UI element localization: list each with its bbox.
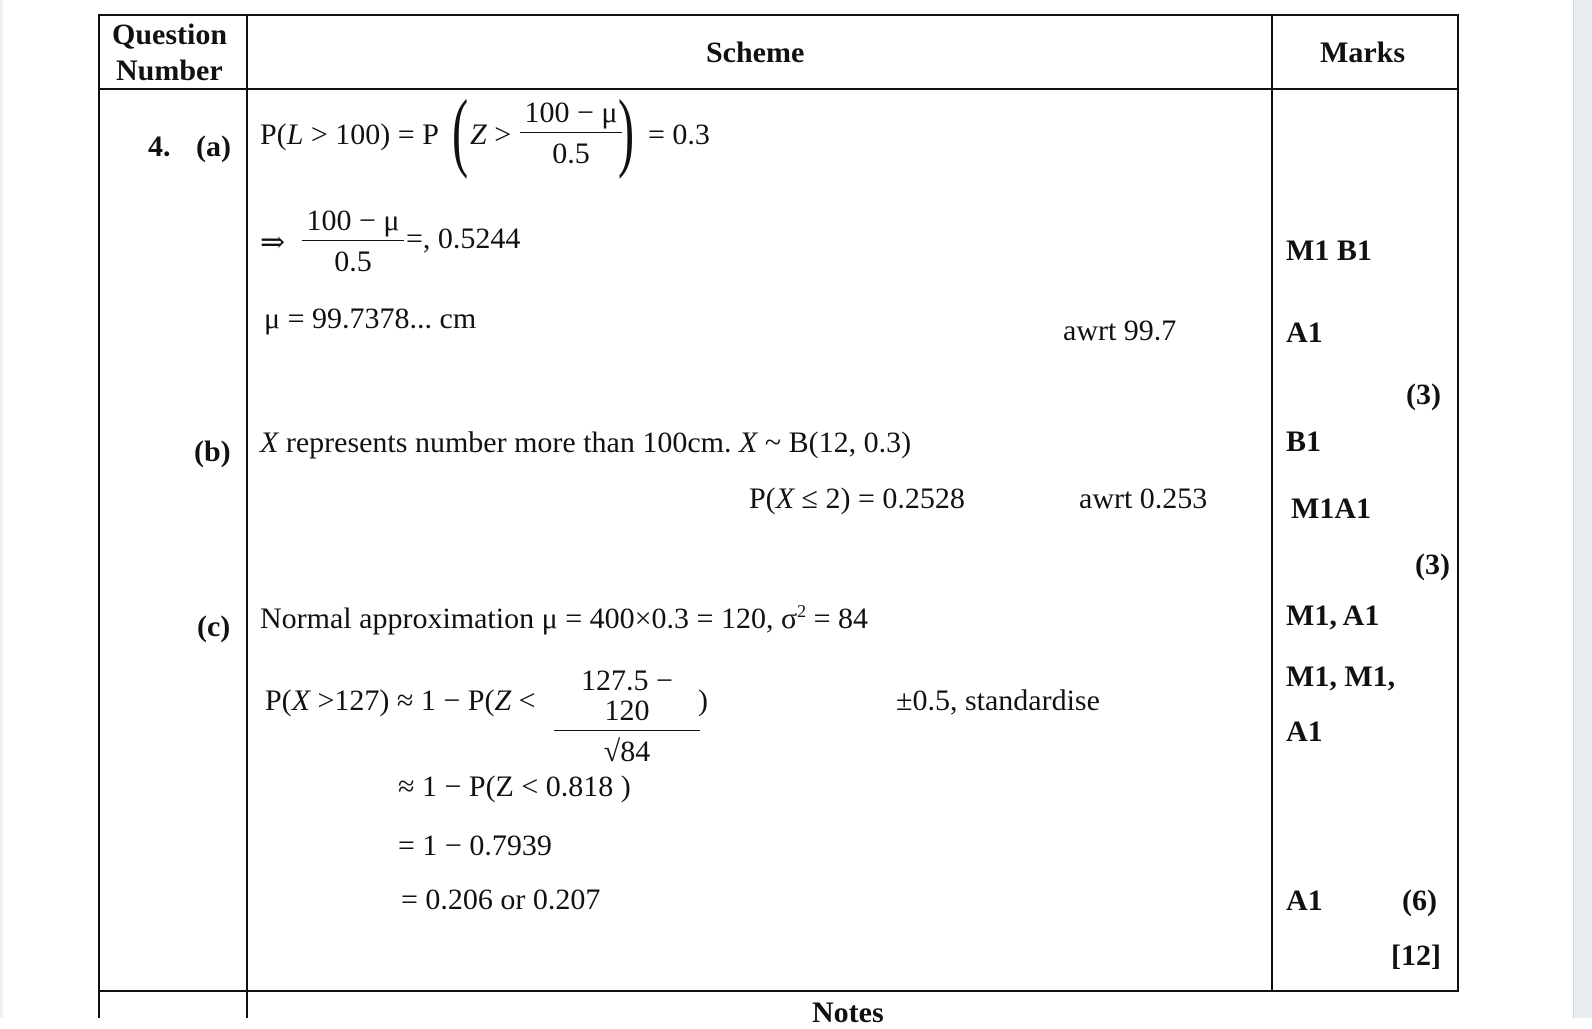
scrollbar-track[interactable] xyxy=(1573,0,1592,1018)
part-a-eq3: μ = 99.7378... cm xyxy=(264,302,477,335)
part-b-note: awrt 0.253 xyxy=(1079,482,1208,515)
part-a-total: (3) xyxy=(1406,378,1441,411)
part-c-line1: Normal approximation μ = 400×0.3 = 120, $\sigma^2 = 84$ xyxy=(260,601,869,635)
column-divider-1 xyxy=(246,14,248,1018)
part-a-eq1: P(L > 100) = P xyxy=(260,118,439,151)
row-bottom-border xyxy=(98,990,1459,992)
part-a-marks-2: A1 xyxy=(1286,316,1323,349)
part-a-fraction-2: $\frac{100 - \mu}{0.5}$ xyxy=(302,206,404,277)
implies-arrow: ⇒ xyxy=(260,226,286,259)
part-b-marks-2: M1A1 xyxy=(1291,492,1371,525)
part-c-total: (6) xyxy=(1402,884,1437,917)
part-c-marks-2: M1, M1, xyxy=(1286,660,1396,693)
part-c-close-paren: ) xyxy=(698,684,708,717)
part-a-eq1-z: Z > xyxy=(470,118,512,151)
header-bottom-border xyxy=(98,88,1459,90)
big-right-paren: ) xyxy=(618,83,635,180)
next-section-header: Notes xyxy=(812,996,884,1029)
part-a-label: (a) xyxy=(196,130,231,163)
part-c-marks-4: A1 xyxy=(1286,884,1323,917)
big-left-paren: ( xyxy=(452,83,469,180)
part-b-total: (3) xyxy=(1415,548,1450,581)
part-c-fraction: $\frac{127.5 - 120}{√84}$ xyxy=(554,666,700,767)
part-a-marks-1: M1 B1 xyxy=(1286,234,1372,267)
part-c-line3: ≈ 1 − P(Z < 0.818 ) xyxy=(398,770,631,803)
table-left-border xyxy=(98,14,100,1018)
part-a-fraction: $\frac{100 - \mu}{0.5}$ xyxy=(520,98,622,169)
part-a-note: awrt 99.7 xyxy=(1063,314,1177,347)
left-edge xyxy=(0,0,3,1018)
table-right-border xyxy=(1457,14,1459,992)
question-number: 4. xyxy=(148,130,171,163)
part-c-line5: = 0.206 or 0.207 xyxy=(401,883,601,916)
table-top-border xyxy=(98,14,1459,16)
part-b-line1: X represents number more than 100cm. X ~ B(12, 0.3) xyxy=(260,426,912,459)
part-c-line2: P(X >127) ≈ 1 − P(Z < xyxy=(265,684,536,717)
part-c-line4: = 1 − 0.7939 xyxy=(398,829,552,862)
header-question-line1: Question xyxy=(112,18,228,51)
part-c-label: (c) xyxy=(197,610,231,643)
part-b-label: (b) xyxy=(194,435,231,468)
header-marks: Marks xyxy=(1320,36,1405,69)
column-divider-2 xyxy=(1271,14,1273,992)
part-a-eq1-result: = 0.3 xyxy=(648,118,710,151)
header-scheme: Scheme xyxy=(706,36,805,69)
part-c-marks-3: A1 xyxy=(1286,715,1323,748)
part-b-line2: P(X ≤ 2) = 0.2528 xyxy=(749,482,965,515)
grand-total: [12] xyxy=(1391,939,1441,972)
part-a-eq2-result: =, 0.5244 xyxy=(406,222,521,255)
part-c-marks-1: M1, A1 xyxy=(1286,599,1380,632)
part-b-marks-1: B1 xyxy=(1286,425,1322,458)
part-c-note: ±0.5, standardise xyxy=(896,684,1100,717)
header-question-line2: Number xyxy=(116,54,223,87)
